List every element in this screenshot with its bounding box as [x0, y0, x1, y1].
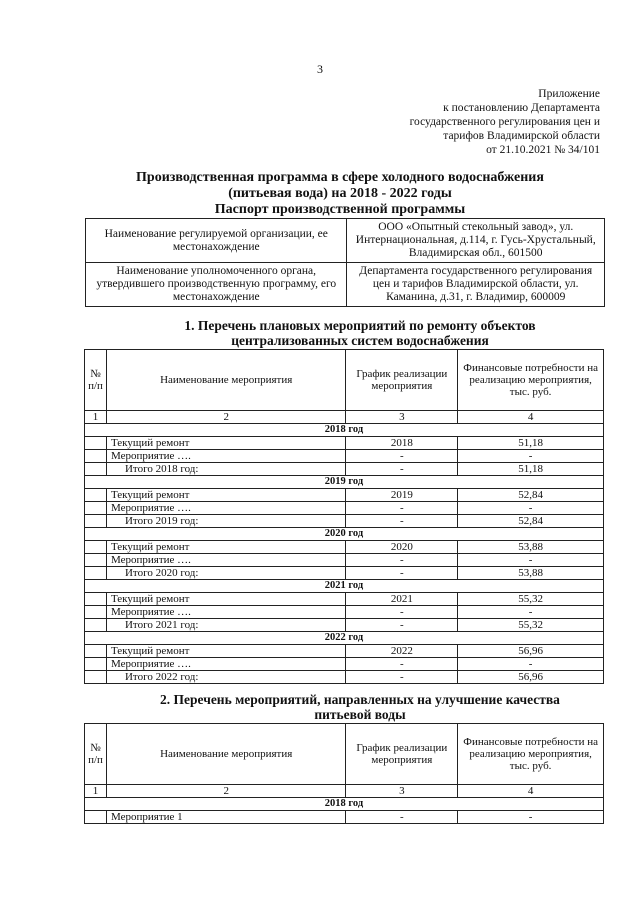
schedule-cell: - — [346, 811, 458, 824]
col-number: 3 — [346, 785, 458, 798]
total-label: Итого 2020 год: — [106, 567, 345, 580]
finance-cell: 52,84 — [458, 515, 604, 528]
finance-cell: - — [458, 811, 604, 824]
finance-cell: - — [458, 502, 604, 515]
total-row — [85, 619, 604, 632]
page-number: 3 — [317, 62, 323, 76]
total-row — [85, 515, 604, 528]
total-label: Итого 2021 год: — [106, 619, 345, 632]
header-name: Наименование мероприятия — [106, 350, 345, 411]
table-header-row — [85, 724, 604, 785]
passport-label: Наименование регулируемой организации, ее местонахождение — [86, 219, 347, 263]
finance-cell: 55,32 — [458, 619, 604, 632]
col-number: 3 — [346, 411, 458, 424]
header-finance: Финансовые потребности на реализацию мероприятия, тыс. руб. — [458, 724, 604, 785]
event-name: Текущий ремонт — [106, 437, 345, 450]
total-label: Итого 2018 год: — [106, 463, 345, 476]
year-row — [85, 424, 604, 437]
event-name: Текущий ремонт — [106, 645, 345, 658]
section-1-title — [80, 318, 640, 348]
finance-cell: - — [458, 658, 604, 671]
event-name: Текущий ремонт — [106, 489, 345, 502]
table-row — [85, 489, 604, 502]
passport-label: Наименование уполномоченного органа, утвердившего производственную программу, его местонахождение — [86, 263, 347, 307]
finance-cell: 55,32 — [458, 593, 604, 606]
col-number: 1 — [85, 411, 107, 424]
year-label: 2022 год — [85, 632, 604, 645]
section-title-line: 2. Перечень мероприятий, направленных на улучшение качества — [160, 692, 560, 707]
total-row — [85, 671, 604, 684]
schedule-cell: - — [346, 463, 458, 476]
section-title-line: централизованных систем водоснабжения — [231, 333, 489, 348]
schedule-cell: - — [346, 606, 458, 619]
appendix-line: государственного регулирования цен и — [409, 116, 600, 128]
num-cell — [85, 437, 107, 450]
column-number-row — [85, 785, 604, 798]
num-cell — [85, 645, 107, 658]
num-cell — [85, 671, 107, 684]
total-row — [85, 463, 604, 476]
schedule-cell: - — [346, 502, 458, 515]
header-schedule: График реализации мероприятия — [346, 724, 458, 785]
total-row — [85, 567, 604, 580]
num-cell — [85, 567, 107, 580]
column-number-row — [85, 411, 604, 424]
title-line: Производственная программа в сфере холодного водоснабжения — [136, 170, 544, 185]
schedule-cell: 2020 — [346, 541, 458, 554]
num-cell — [85, 463, 107, 476]
finance-cell: 53,88 — [458, 541, 604, 554]
passport-table — [85, 218, 605, 307]
table-row — [85, 645, 604, 658]
schedule-cell: - — [346, 567, 458, 580]
header-name: Наименование мероприятия — [106, 724, 345, 785]
finance-cell: - — [458, 554, 604, 567]
table-row — [86, 263, 605, 307]
total-label: Итого 2019 год: — [106, 515, 345, 528]
schedule-cell: - — [346, 658, 458, 671]
num-cell — [85, 593, 107, 606]
year-label: 2018 год — [85, 798, 604, 811]
finance-cell: 56,96 — [458, 671, 604, 684]
table-header-row — [85, 350, 604, 411]
schedule-cell: - — [346, 515, 458, 528]
schedule-cell: 2021 — [346, 593, 458, 606]
table-row — [85, 658, 604, 671]
year-row — [85, 798, 604, 811]
schedule-cell: - — [346, 619, 458, 632]
table-row — [85, 554, 604, 567]
water-quality-events-table — [84, 723, 604, 824]
header-num: № п/п — [85, 350, 107, 411]
finance-cell: 52,84 — [458, 489, 604, 502]
col-number: 2 — [106, 411, 345, 424]
section-title-line: питьевой воды — [314, 707, 406, 722]
passport-value: Департамента государственного регулирования цен и тарифов Владимирской области, ул. Каманина, д.31, г. Владимир, 600009 — [347, 263, 605, 307]
title-line: Паспорт производственной программы — [214, 202, 466, 217]
num-cell — [85, 502, 107, 515]
table-row — [86, 219, 605, 263]
appendix-line: к постановлению Департамента — [443, 102, 600, 114]
appendix-block — [410, 87, 600, 157]
schedule-cell: - — [346, 671, 458, 684]
num-cell — [85, 619, 107, 632]
event-name: Мероприятие …. — [106, 554, 345, 567]
year-row — [85, 632, 604, 645]
event-name: Мероприятие …. — [106, 450, 345, 463]
finance-cell: - — [458, 450, 604, 463]
year-label: 2018 год — [85, 424, 604, 437]
finance-cell: - — [458, 606, 604, 619]
title-line: (питьевая вода) на 2018 - 2022 годы — [228, 186, 452, 201]
schedule-cell: 2018 — [346, 437, 458, 450]
total-label: Итого 2022 год: — [106, 671, 345, 684]
event-name: Мероприятие 1 — [106, 811, 345, 824]
year-row — [85, 580, 604, 593]
table-row — [85, 502, 604, 515]
finance-cell: 51,18 — [458, 463, 604, 476]
finance-cell: 56,96 — [458, 645, 604, 658]
col-number: 4 — [458, 411, 604, 424]
event-name: Мероприятие …. — [106, 502, 345, 515]
year-label: 2019 год — [85, 476, 604, 489]
num-cell — [85, 450, 107, 463]
num-cell — [85, 658, 107, 671]
header-schedule: График реализации мероприятия — [346, 350, 458, 411]
num-cell — [85, 515, 107, 528]
schedule-cell: - — [346, 554, 458, 567]
num-cell — [85, 541, 107, 554]
header-finance: Финансовые потребности на реализацию мероприятия, тыс. руб. — [458, 350, 604, 411]
num-cell — [85, 606, 107, 619]
finance-cell: 53,88 — [458, 567, 604, 580]
repair-events-table — [84, 349, 604, 684]
table-row — [85, 811, 604, 824]
appendix-line: от 21.10.2021 № 34/101 — [486, 144, 600, 156]
schedule-cell: 2022 — [346, 645, 458, 658]
schedule-cell: - — [346, 450, 458, 463]
section-2-title — [80, 692, 640, 722]
schedule-cell: 2019 — [346, 489, 458, 502]
col-number: 1 — [85, 785, 107, 798]
table-row — [85, 450, 604, 463]
table-row — [85, 593, 604, 606]
year-row — [85, 476, 604, 489]
table-row — [85, 437, 604, 450]
col-number: 4 — [458, 785, 604, 798]
finance-cell: 51,18 — [458, 437, 604, 450]
appendix-line: Приложение — [538, 88, 600, 100]
passport-value: ООО «Опытный стекольный завод», ул. Интернациональная, д.114, г. Гусь-Хрустальный, Владимирская обл., 601500 — [347, 219, 605, 263]
num-cell — [85, 554, 107, 567]
table-row — [85, 606, 604, 619]
section-title-line: 1. Перечень плановых мероприятий по ремонту объектов — [184, 318, 536, 333]
table-row — [85, 541, 604, 554]
col-number: 2 — [106, 785, 345, 798]
event-name: Текущий ремонт — [106, 541, 345, 554]
header-num: № п/п — [85, 724, 107, 785]
num-cell — [85, 811, 107, 824]
event-name: Мероприятие …. — [106, 658, 345, 671]
year-row — [85, 528, 604, 541]
num-cell — [85, 489, 107, 502]
year-label: 2020 год — [85, 528, 604, 541]
year-label: 2021 год — [85, 580, 604, 593]
event-name: Текущий ремонт — [106, 593, 345, 606]
appendix-line: тарифов Владимирской области — [443, 130, 600, 142]
document-title — [80, 170, 600, 218]
event-name: Мероприятие …. — [106, 606, 345, 619]
